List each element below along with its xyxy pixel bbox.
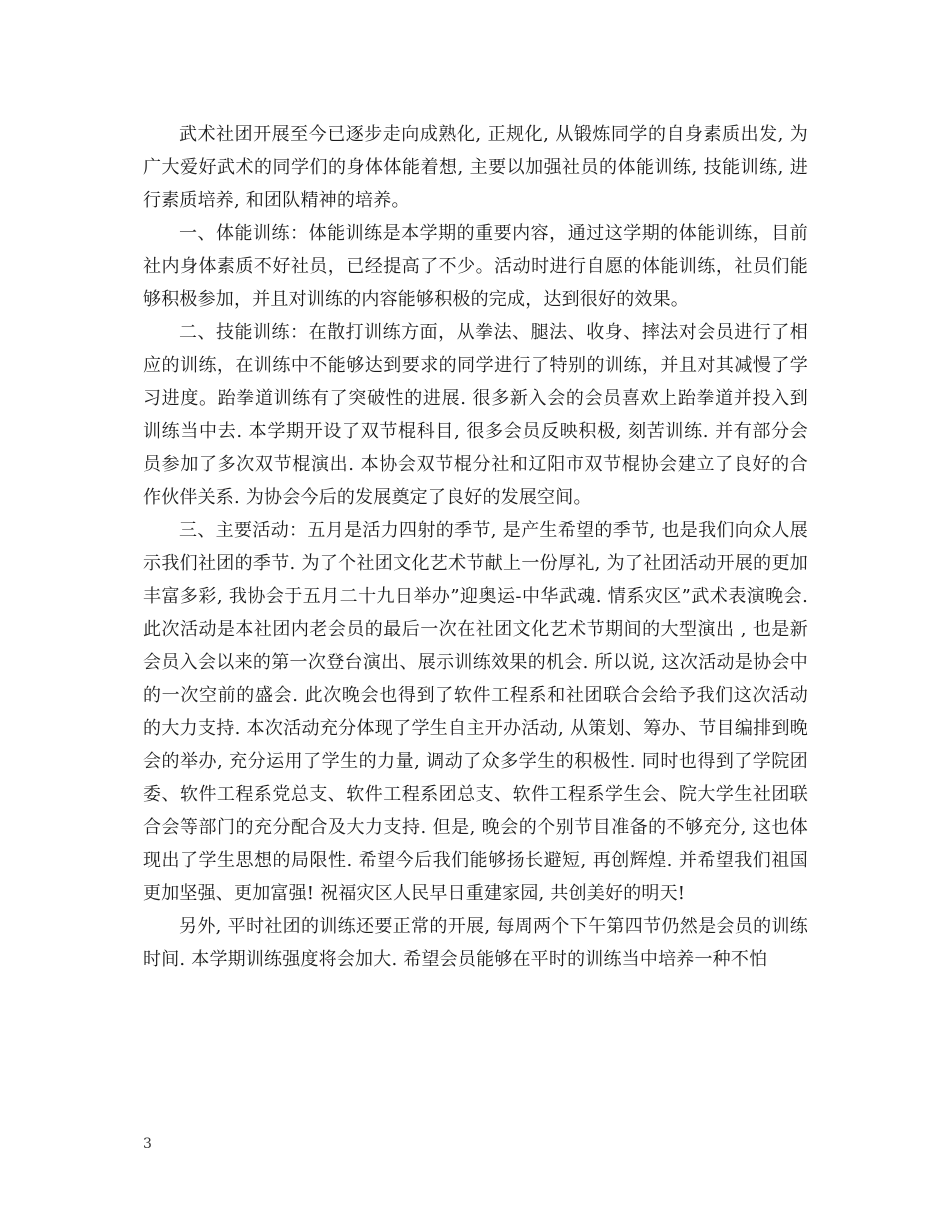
- document-body: [143, 118, 808, 976]
- paragraph-physical-training: 一、体能训练：体能训练是本学期的重要内容，通过这学期的体能训练，目前社内身体素质不好社员，已经提高了不少。活动时进行自愿的体能训练，社员们能够积极参加，并且对训练的内容能够积极的完成，达到很好的效果。: [143, 223, 808, 310]
- page-number: 3: [143, 1136, 152, 1152]
- paragraph-additional: 另外, 平时社团的训练还要正常的开展, 每周两个下午第四节仍然是会员的训练时间. 本学期训练强度将会加大. 希望会员能够在平时的训练当中培养一种不怕: [143, 916, 808, 970]
- paragraph-main-activities: 三、主要活动：五月是活力四射的季节, 是产生希望的季节, 也是我们向众人展示我们社团的季节. 为了个社团文化艺术节献上一份厚礼, 为了社团活动开展的更加丰富多彩, 我协会于五月二十九日举办”迎奥运-中华武魂. 情系灾区”武术表演晚会. 此次活动是本社团内老会员的最后一次在社团文化艺术节期间的大型演出 , 也是新会员入会以来的第一次登台演出、展示训练效果的机会. 所以说, 这次活动是协会中的一次空前的盛会. 此次晚会也得到了软件工程系和社团联合会给予我们这次活动的大力支持. 本次活动充分体现了学生自主开办活动, 从策划、筹办、节目编排到晚会的举办, 充分运用了学生的力量, 调动了众多学生的积极性. 同时也得到了学院团委、软件工程系党总支、软件工程系团总支、软件工程系学生会、院大学生社团联合会等部门的充分配合及大力支持. 但是, 晚会的个别节目准备的不够充分, 这也体现出了学生思想的局限性. 希望今后我们能够扬长避短, 再创辉煌. 并希望我们祖国更加坚强、更加富强! 祝福灾区人民早日重建家园, 共创美好的明天!: [143, 520, 808, 904]
- paragraph-intro: 武术社团开展至今已逐步走向成熟化, 正规化, 从锻炼同学的自身素质出发, 为广大爱好武术的同学们的身体体能着想, 主要以加强社员的体能训练, 技能训练, 进行素质培养, 和团队精神的培养。: [143, 124, 808, 211]
- paragraph-skill-training: 二、技能训练：在散打训练方面，从拳法、腿法、收身、摔法对会员进行了相应的训练，在训练中不能够达到要求的同学进行了特别的训练，并且对其减慢了学习进度。跆拳道训练有了突破性的进展. 很多新入会的会员喜欢上跆拳道并投入到训练当中去. 本学期开设了双节棍科目, 很多会员反映积极, 刻苦训练. 并有部分会员参加了多次双节棍演出. 本协会双节棍分社和辽阳市双节棍协会建立了良好的合作伙伴关系. 为协会今后的发展奠定了良好的发展空间。: [143, 322, 808, 508]
